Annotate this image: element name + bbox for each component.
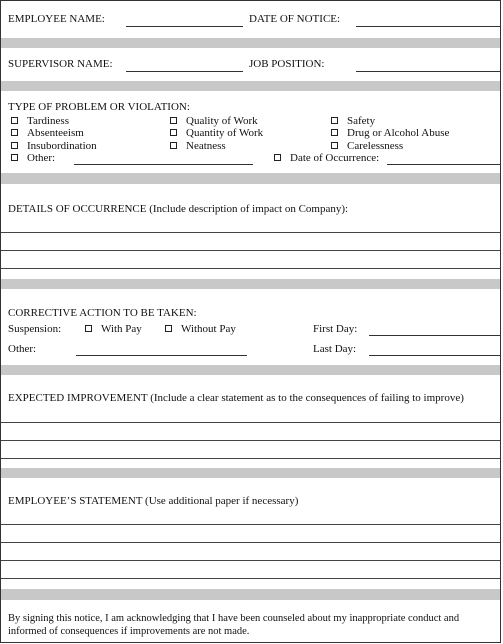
violation-option-absenteeism[interactable]: Absenteeism [11, 127, 84, 140]
suspension-label: Suspension: [8, 323, 62, 335]
checkbox[interactable] [170, 142, 177, 149]
other-violation-field[interactable] [74, 164, 253, 165]
other-action-label: Other: [8, 343, 37, 355]
with-pay-option[interactable]: With Pay [85, 323, 142, 336]
employee-name-label: EMPLOYEE NAME: [8, 13, 105, 25]
writing-line[interactable] [1, 560, 500, 561]
checkbox[interactable] [274, 154, 281, 161]
date-of-occurrence-field[interactable] [387, 164, 500, 165]
writing-line[interactable] [1, 422, 500, 423]
corrective-section-title: CORRECTIVE ACTION TO BE TAKEN: [8, 307, 197, 319]
checkbox[interactable] [170, 129, 177, 136]
without-pay-option[interactable]: Without Pay [165, 323, 236, 336]
date-of-notice-label: DATE OF NOTICE: [249, 13, 341, 25]
writing-line[interactable] [1, 578, 500, 579]
writing-line[interactable] [1, 232, 500, 233]
writing-line[interactable] [1, 524, 500, 525]
section-divider [1, 365, 500, 375]
writing-line[interactable] [1, 440, 500, 441]
section-divider [1, 279, 500, 289]
violation-option-insubordination[interactable]: Insubordination [11, 140, 97, 153]
section-divider [1, 589, 500, 600]
date-of-notice-field[interactable] [356, 26, 500, 27]
last-day-field[interactable] [369, 355, 500, 356]
violation-option-neatness[interactable]: Neatness [170, 140, 226, 153]
violation-option-quantity-of-work[interactable]: Quantity of Work [170, 127, 263, 140]
other-action-field[interactable] [76, 355, 247, 356]
details-section-title: DETAILS OF OCCURRENCE (Include description of impact on Company): [8, 203, 349, 215]
violation-section-title: TYPE OF PROBLEM OR VIOLATION: [8, 101, 190, 113]
writing-line[interactable] [1, 268, 500, 269]
checkbox[interactable] [170, 117, 177, 124]
checkbox[interactable] [331, 129, 338, 136]
statement-section-title: EMPLOYEE’S STATEMENT (Use additional paper if necessary) [8, 495, 299, 507]
violation-option-safety[interactable]: Safety [331, 115, 375, 128]
writing-line[interactable] [1, 250, 500, 251]
violation-option-other[interactable]: Other: [11, 152, 55, 165]
checkbox[interactable] [11, 154, 18, 161]
job-position-field[interactable] [356, 71, 500, 72]
violation-option-drug-or-alcohol-abuse[interactable]: Drug or Alcohol Abuse [331, 127, 449, 140]
checkbox[interactable] [331, 117, 338, 124]
violation-option-tardiness[interactable]: Tardiness [11, 115, 69, 128]
checkbox[interactable] [11, 129, 18, 136]
writing-line[interactable] [1, 542, 500, 543]
first-day-label: First Day: [313, 323, 358, 335]
section-divider [1, 468, 500, 478]
supervisor-name-label: SUPERVISOR NAME: [8, 58, 113, 70]
employee-name-field[interactable] [126, 26, 243, 27]
improvement-section-title: EXPECTED IMPROVEMENT (Include a clear statement as to the consequences of failing to improve) [8, 392, 464, 404]
checkbox[interactable] [11, 142, 18, 149]
acknowledgement-line-2: informed of consequences if improvements are not made. [8, 626, 250, 637]
writing-line[interactable] [1, 458, 500, 459]
acknowledgement-line-1: By signing this notice, I am acknowledging that I have been counseled about my inappropriate conduct and [8, 613, 460, 624]
job-position-label: JOB POSITION: [249, 58, 325, 70]
section-divider [1, 38, 500, 48]
date-of-occurrence-option[interactable]: Date of Occurrence: [274, 152, 379, 165]
violation-option-carelessness[interactable]: Carelessness [331, 140, 403, 153]
section-divider [1, 173, 500, 184]
first-day-field[interactable] [369, 335, 500, 336]
supervisor-name-field[interactable] [126, 71, 243, 72]
section-divider [1, 81, 500, 91]
checkbox[interactable] [11, 117, 18, 124]
checkbox[interactable] [165, 325, 172, 332]
checkbox[interactable] [85, 325, 92, 332]
violation-option-quality-of-work[interactable]: Quality of Work [170, 115, 258, 128]
last-day-label: Last Day: [313, 343, 357, 355]
checkbox[interactable] [331, 142, 338, 149]
